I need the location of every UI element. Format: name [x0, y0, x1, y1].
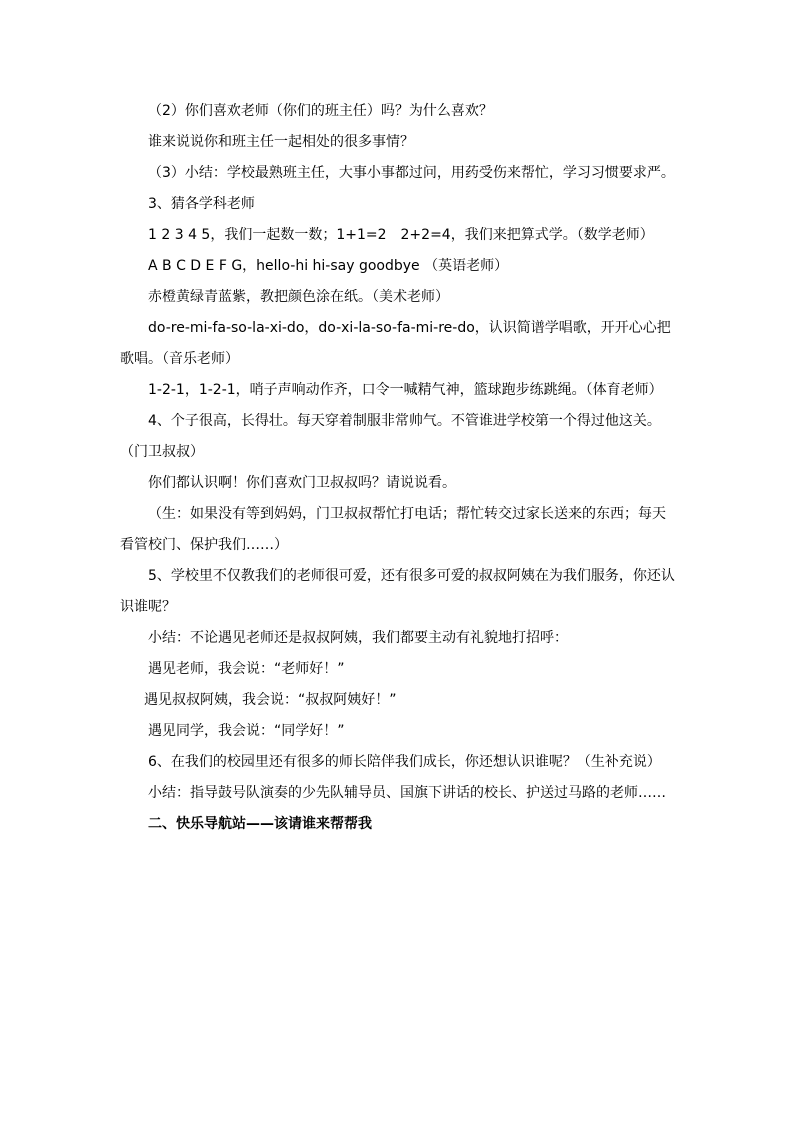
paragraph-math-teacher: 1 2 3 4 5，我们一起数一数；1+1=2 2+2=4，我们来把算式学。（数学老师） — [148, 227, 654, 243]
section-heading-2: 二、快乐导航站——该请谁来帮帮我 — [148, 816, 372, 832]
paragraph-greet-teacher: 遇见老师，我会说：“老师好！” — [148, 661, 345, 677]
paragraph-heading-6: 6、在我们的校园里还有很多的师长陪伴我们成长，你还想认识谁呢？（生补充说） — [148, 754, 661, 770]
paragraph-summary-final: 小结：指导鼓号队演奏的少先队辅导员、国旗下讲话的校长、护送过马路的老师…… — [148, 785, 666, 801]
paragraph-art-teacher: 赤橙黄绿青蓝紫，教把颜色涂在纸。（美术老师） — [148, 289, 449, 305]
paragraph-student-answer: （生：如果没有等到妈妈，门卫叔叔帮忙打电话；帮忙转交过家长送来的东西；每天看管校门、保护我们……） — [120, 506, 666, 553]
paragraph-greet-staff: 遇见叔叔阿姨，我会说：“叔叔阿姨好！” — [144, 692, 397, 708]
paragraph-summary-3: （3）小结：学校最熟班主任，大事小事都过问，用药受伤来帮忙，学习习惯要求严。 — [148, 165, 675, 181]
paragraph-heading-5: 5、学校里不仅教我们的老师很可爱，还有很多可爱的叔叔阿姨在为我们服务，你还认识谁呢？ — [120, 568, 675, 615]
paragraph-guard-question: 你们都认识啊！你们喜欢门卫叔叔吗？请说说看。 — [148, 475, 456, 491]
paragraph-english-teacher: A B C D E F G，hello-hi hi-say goodbye （英语老师） — [148, 258, 509, 274]
paragraph-summary-greeting: 小结：不论遇见老师还是叔叔阿姨，我们都要主动有礼貌地打招呼： — [148, 630, 568, 646]
paragraph-question-2: （2）你们喜欢老师（你们的班主任）吗？为什么喜欢？ — [148, 103, 493, 119]
paragraph-music-teacher: do-re-mi-fa-so-la-xi-do，do-xi-la-so-fa-mi-re-do，认识简谱学唱歌，开开心心把歌唱。（音乐老师） — [120, 320, 671, 367]
document-body — [120, 96, 676, 840]
paragraph-pe-teacher: 1-2-1，1-2-1，哨子声响动作齐，口令一喊精气神，篮球跑步练跳绳。（体育老师） — [148, 382, 663, 398]
paragraph-prompt: 谁来说说你和班主任一起相处的很多事情？ — [148, 134, 414, 150]
paragraph-greet-classmate: 遇见同学，我会说：“同学好！” — [148, 723, 345, 739]
paragraph-heading-3: 3、猜各学科老师 — [148, 196, 255, 212]
paragraph-heading-4: 4、个子很高，长得壮。每天穿着制服非常帅气。不管谁进学校第一个得过他这关。（门卫叔叔） — [120, 413, 661, 460]
